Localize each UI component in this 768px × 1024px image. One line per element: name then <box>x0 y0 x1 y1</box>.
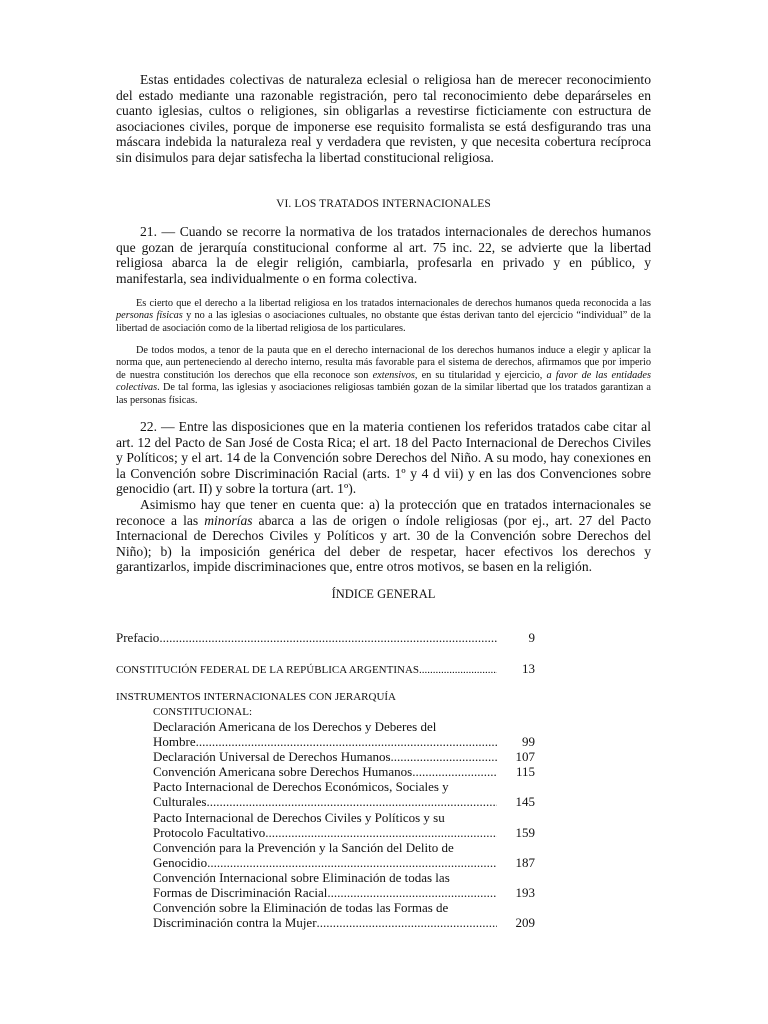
paragraph-21 <box>116 224 651 286</box>
note-text: . De tal forma, las iglesias y asociaciones religiosas también gozan de la similar libertad que los tratados garantizan a las personas físicas. <box>116 382 651 406</box>
toc-page-number: 145 <box>515 794 535 810</box>
toc-entry-discriminacion-mujer <box>153 915 535 930</box>
paragraph-text: abarca a las de origen o índole religiosas (por ej., art. 27 del Pacto Internacional de Derechos Civiles y Políticos y art. 30 de la Convención sobre Derechos del Niño); b) la imposición genérica del deber de respetar, hacer efectivos los derechos y garantizarlos, impide discriminaciones que, entre otros motivos, se basen en la religión. <box>116 512 651 574</box>
paragraph-emphasis: minorías <box>204 512 253 528</box>
toc-subentries <box>153 719 535 930</box>
toc-leader-dots <box>419 663 497 678</box>
toc-entry-pacto-desc <box>153 794 535 809</box>
toc-label: Culturales <box>153 794 207 810</box>
toc-label: Genocidio <box>153 854 208 870</box>
small-note-2 <box>116 345 651 407</box>
toc-leader-dots <box>327 885 497 900</box>
toc-entry-text: Pacto Internacional de Derechos Civiles y Políticos y su <box>153 809 445 825</box>
toc-entry-text: Declaración Americana de los Derechos y Deberes del <box>153 719 437 734</box>
toc-entry-text: Pacto Internacional de Derechos Económicos, Sociales y <box>153 779 449 795</box>
note-emphasis: extensivos <box>372 369 415 381</box>
toc-entry-convencion-americana <box>153 764 535 779</box>
paragraph-text: Estas entidades colectivas de naturaleza eclesial o religiosa han de merecer reconocimiento del estado mediante una razonable registración, pero tal reconocimiento debe deparárseles en cuanto iglesias, cultos o religiones, sin obligarlas a revestirse ficticiamente con estructura de asociaciones civiles, porque de imponerse ese requisito formalista se está desfigurando tras una máscara indebida la naturaleza real y verdadera que revisten, y que necesita cobertura recíproca sin disimulos para dejar satisfecha la libertad constitucional religiosa. <box>116 72 651 165</box>
paragraph-asimismo <box>116 497 651 575</box>
toc-label: Hombre <box>153 734 196 750</box>
note-text: De todos modos, a tenor de la pauta que en el derecho internacional de los derechos humanos induce a elegir y aplicar la norma que, aun perteneciendo al derecho interno, resulta más favorable para el sistema de derechos, afirmamos que por imperio de nuestra constitución los derechos que ella reconoce son <box>116 345 651 381</box>
small-note-1 <box>116 298 651 335</box>
paragraph-text: 22. — Entre las disposiciones que en la materia contienen los referidos tratados cabe citar al art. 12 del Pacto de San José de Costa Rica; el art. 18 del Pacto Internacional de Derechos Civiles y Políticos; y el art. 14 de la Convención sobre Derechos del Niño. A su modo, hay conexiones en la Convención sobre Discriminación Racial (arts. 1º y 4 d vii) y en las dos Convenciones sobre genocidio (art. II) y sobre la tortura (art. 1º). <box>116 419 651 496</box>
toc-entry-genocidio <box>153 855 535 870</box>
toc-entry-declaracion-universal <box>153 749 535 764</box>
toc-entry-prefacio <box>116 630 535 645</box>
toc-label: Prefacio <box>116 630 160 645</box>
note-text: Es cierto que el derecho a la libertad religiosa en los tratados internacionales de derechos humanos queda reconocida a las <box>136 298 651 309</box>
toc-label: Convención Americana sobre Derechos Humanos <box>153 764 413 780</box>
toc-label: Protocolo Facultativo <box>153 824 266 840</box>
toc-entry-pacto-dcp <box>153 825 535 840</box>
toc-section-instrumentos-cont <box>153 705 535 720</box>
note-text: , en su titularidad y ejercicio, <box>414 369 547 381</box>
toc-page-number: 99 <box>522 734 535 750</box>
toc-entry-text: Convención Internacional sobre Eliminación de todas las <box>153 869 450 885</box>
toc-entry-text: Convención para la Prevención y la Sanción del Delito de <box>153 839 454 855</box>
toc-leader-dots <box>207 855 497 870</box>
toc-leader-dots <box>317 915 497 930</box>
toc-entry-text: Convención sobre la Eliminación de todas las Formas de <box>153 900 449 916</box>
toc-section-label: INSTRUMENTOS INTERNACIONALES CON JERARQUÍA <box>116 691 396 703</box>
note-text: y no a las iglesias o asociaciones cultuales, no obstante que éstas derivan tanto del ejercicio “individual” de la libertad de asociación como de la libertad religiosa de los particulares. <box>116 310 651 334</box>
toc-page-number: 193 <box>515 885 535 901</box>
note-emphasis: a favor de las entidades colectivas <box>116 369 651 394</box>
toc-label: Formas de Discriminación Racial <box>153 885 328 901</box>
toc-leader-dots <box>196 734 497 749</box>
toc-entry-declaracion-americana <box>153 734 535 749</box>
toc-leader-dots <box>265 825 497 840</box>
toc-label: Declaración Universal de Derechos Humanos <box>153 749 391 765</box>
paragraph-entidades-colectivas <box>116 72 651 165</box>
paragraph-text: 21. — Cuando se recorre la normativa de los tratados internacionales de derechos humanos que gozan de jerarquía constitucional conforme al art. 75 inc. 22, se advierte que la libertad religiosa abarca la de elegir religión, cambiarla, profesarla en privado y en público, y manifestarla, sea individualmente o en forma colectiva. <box>116 224 651 286</box>
toc-leader-dots <box>159 630 497 645</box>
toc-leader-dots <box>391 749 497 764</box>
toc-leader-dots <box>412 764 497 779</box>
paragraph-22 <box>116 419 651 497</box>
toc-leader-dots <box>206 794 497 809</box>
toc-page-number: 187 <box>515 854 535 870</box>
paragraph-text: Asimismo hay que tener en cuenta que: a) la protección que en tratados internacionales se reconoce a las <box>116 497 651 528</box>
toc-page-number: 209 <box>515 915 535 931</box>
note-emphasis: personas físicas <box>116 310 183 322</box>
toc-entry-discriminacion-racial <box>153 885 535 900</box>
toc-page-number: 13 <box>522 661 535 676</box>
toc-section-label: CONSTITUCIONAL: <box>153 706 252 718</box>
index-title: ÍNDICE GENERAL <box>331 587 436 601</box>
toc-label: Discriminación contra la Mujer <box>153 915 317 931</box>
toc-section-instrumentos <box>116 690 535 705</box>
toc-page-number: 9 <box>528 630 535 645</box>
toc-page-number: 107 <box>515 749 535 765</box>
toc-page-number: 115 <box>515 764 535 780</box>
toc-page-number: 159 <box>515 824 535 840</box>
toc-entry-constitucion <box>116 661 535 678</box>
section-heading: VI. LOS TRATADOS INTERNACIONALES <box>276 198 491 210</box>
toc-label: CONSTITUCIÓN FEDERAL DE LA REPÚBLICA ARGENTINAS <box>116 664 420 676</box>
